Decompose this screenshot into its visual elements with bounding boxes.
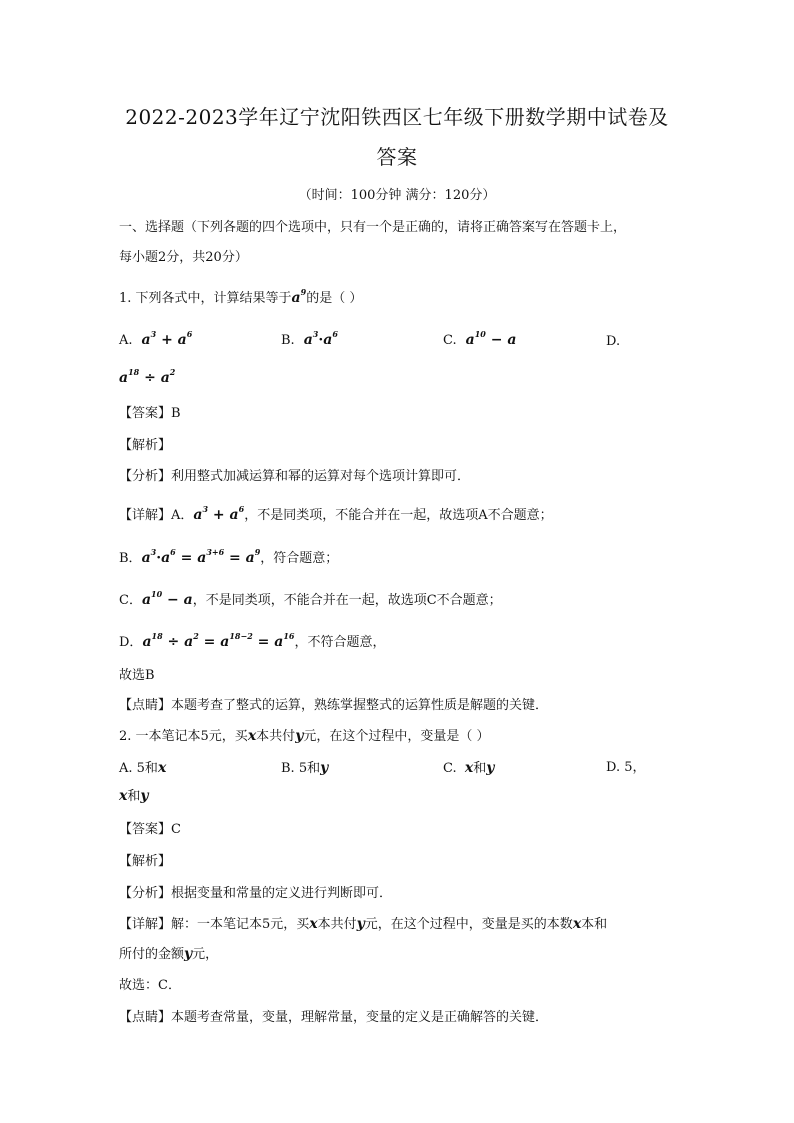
q1-detail-b-formula: $a^3\cdot a^6 = a^{3+6} = a^9$ (141, 547, 261, 566)
q2-option-d (119, 786, 149, 807)
q2-detail-line-1 (119, 914, 607, 935)
q1-dianjing: 【点睛】本题考查了整式的运算，熟练掌握整式的运算性质是解题的关键． (119, 698, 549, 713)
q2-detail-part-3: 元，在这个过程中，变量是买的本数 (364, 917, 573, 932)
q2-option-d-var-x: x (119, 788, 128, 804)
q1-conclusion: 故选B (119, 668, 155, 683)
q2-option-b-var: y (320, 760, 329, 776)
q2-stem-var-y: y (295, 728, 304, 744)
q1-fenxi: 【分析】利用整式加减运算和幂的运算对每个选项计算即可． (119, 469, 471, 484)
q1-answer: 【答案】B (119, 406, 181, 421)
q1-option-b (281, 330, 338, 351)
q1-detail-b (119, 548, 338, 569)
q2-option-c-and: 和 (473, 761, 487, 776)
q1-detail-c (119, 590, 502, 611)
q1-option-a (119, 330, 192, 351)
q1-option-a-label: A. (119, 333, 133, 348)
q1-jiexi-heading: 【解析】 (119, 438, 172, 453)
q1-option-d-formula: $a^{18} \div a^2$ (119, 367, 176, 386)
q2-detail-line-2 (119, 944, 218, 965)
q1-stem-formula: $a^9$ (291, 287, 307, 306)
q1-option-a-formula: $a^3 + a^6$ (136, 329, 193, 348)
q2-detail-part-4: 本和 (581, 917, 608, 932)
q2-detail-line-2-var-y: y (184, 946, 193, 962)
q1-stem (119, 288, 362, 309)
q2-detail-line-2-part-2: 元， (192, 947, 219, 962)
q2-option-d-label: D. 5， (606, 760, 646, 775)
q2-stem-part-2: 本共付 (256, 729, 296, 744)
q2-answer: 【答案】C (119, 822, 181, 837)
q2-option-a-text: A. 5和 (119, 761, 158, 776)
q2-option-c-label: C. (443, 761, 457, 776)
q1-option-c-label: C. (443, 333, 457, 348)
q2-detail-var-x: x (309, 916, 318, 932)
q2-detail-part-2: 本共付 (317, 917, 357, 932)
q2-stem-var-x: x (247, 728, 257, 744)
q2-stem (119, 726, 489, 747)
document-title-line-1: 2022-2023学年辽宁沈阳铁西区七年级下册数学期中试卷及 (125, 105, 669, 129)
q1-detail-c-formula: $a^{10} - a$ (141, 589, 193, 608)
q2-option-b-text: B. 5和 (281, 761, 321, 776)
q1-detail-b-suffix: ，符合题意； (260, 551, 339, 566)
q2-option-c-var-y: y (486, 760, 495, 776)
q2-conclusion: 故选：C． (119, 978, 181, 993)
q2-option-c (443, 758, 494, 779)
q2-fenxi: 【分析】根据变量和常量的定义进行判断即可． (119, 886, 393, 901)
q1-detail-d-suffix: ，不符合题意， (294, 635, 386, 650)
q1-option-b-formula: $a^3\cdot a^6$ (298, 329, 338, 348)
q1-option-b-label: B. (281, 333, 295, 348)
q2-detail-part-1: 【详解】解：一本笔记本5元，买 (119, 917, 310, 932)
q2-option-a (119, 758, 166, 779)
q2-option-b (281, 758, 328, 779)
section-1-heading-line-2: 每小题2分，共20分） (119, 250, 248, 265)
q1-option-d (119, 368, 175, 389)
q2-option-a-var: x (157, 760, 167, 776)
q1-detail-a-suffix: ，不是同类项，不能合并在一起，故选项A不合题意； (244, 508, 553, 523)
q1-detail-a-prefix: 【详解】A． (119, 508, 194, 523)
q1-stem-prefix: 1. 下列各式中，计算结果等于 (119, 291, 292, 306)
q2-option-c-var-x: x (464, 760, 474, 776)
q2-detail-var-y: y (356, 916, 365, 932)
exam-info: （时间：100分钟 满分：120分） (298, 188, 496, 203)
q1-detail-c-prefix: C． (119, 593, 142, 608)
q1-detail-b-prefix: B． (119, 551, 142, 566)
q1-stem-suffix: 的是（ ） (306, 291, 363, 306)
q1-detail-a-formula: $a^3 + a^6$ (193, 504, 245, 523)
q2-dianjing: 【点睛】本题考查常量，变量，理解常量，变量的定义是正确解答的关键． (119, 1010, 549, 1025)
q1-detail-d-prefix: D． (119, 635, 143, 650)
q1-detail-d-formula: $a^{18} \div a^2 = a^{18-2} = a^{16}$ (142, 631, 295, 650)
q2-stem-part-3: 元，在这个过程中，变量是（ ） (303, 729, 490, 744)
q1-option-d-label: D. (606, 334, 621, 349)
section-1-heading-line-1: 一、选择题（下列各题的四个选项中，只有一个是正确的，请将正确答案写在答题卡上， (119, 220, 627, 235)
q1-option-c (443, 330, 516, 351)
q2-stem-part-1: 2. 一本笔记本5元，买 (119, 729, 248, 744)
q2-option-d-var-y: y (140, 788, 149, 804)
q1-option-c-formula: $a^{10} - a$ (460, 329, 517, 348)
document-title-line-2: 答案 (376, 145, 418, 169)
q1-detail-d (119, 632, 385, 653)
q1-detail-a (119, 505, 553, 526)
q2-detail-line-2-part-1: 所付的金额 (119, 947, 185, 962)
q2-jiexi-heading: 【解析】 (119, 854, 172, 869)
q2-detail-var-x-2: x (572, 916, 582, 932)
q1-detail-c-suffix: ，不是同类项，不能合并在一起，故选项C不合题意； (192, 593, 502, 608)
q2-option-d-and: 和 (127, 789, 141, 804)
